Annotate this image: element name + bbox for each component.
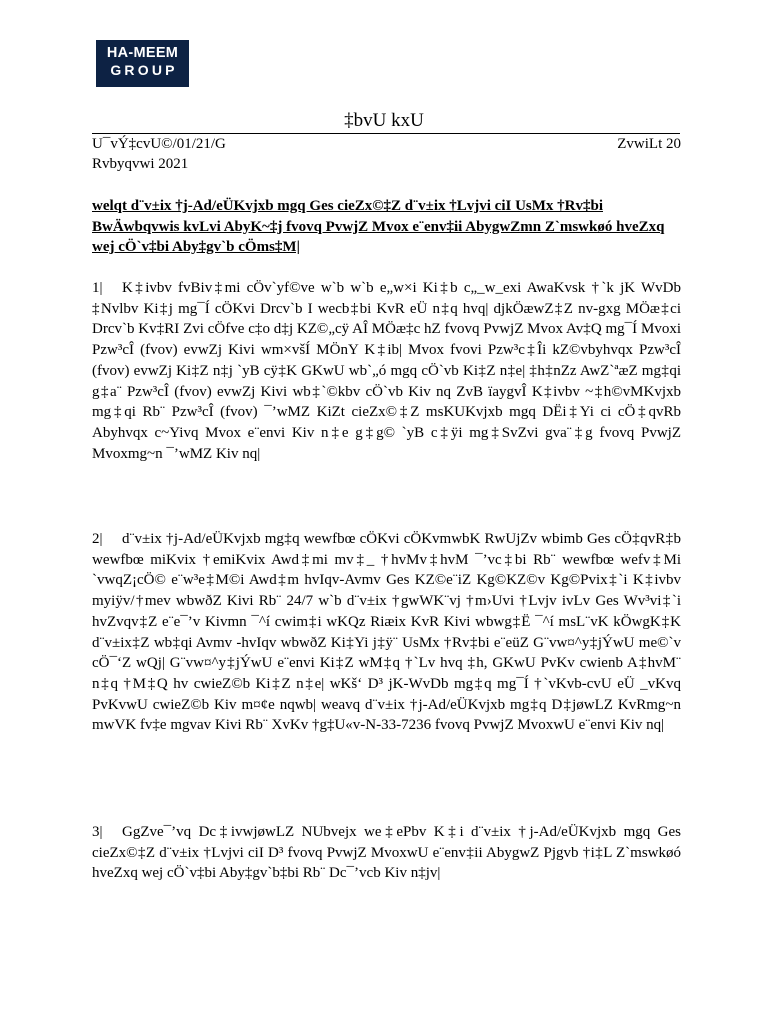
date-label: ZvwiLt 20 [617,136,681,152]
document-meta [92,134,681,174]
subject-line: welqt d¨v±ix †j-Ad/eÜKvjxb mgq Ges cieZx©‡Z d¨v±ix †Lvjvi ciI UsMx †Rv‡bi BwÄwbqvwis kvLvi AbyK~‡j fvovq PvwjZ Mvox e¨env‡ii AbygwZmn Z`mswkøó hveZxq wej cÖ`v‡bi Aby‡gv`b cÖms‡M| [92,198,665,256]
paragraph-2 [92,529,681,736]
company-logo [96,40,189,87]
logo-line-1: HA-MEEM [106,45,179,61]
paragraph-text: GgZve¯’vq Dc‡ivwjøwLZ NUbvejx we‡ePbv K‡i d¨v±ix †j-Ad/eÜKvjxb mgq Ges cieZx©‡Z d¨v±ix †Lvjvi ciI D³ fvovq PvwjZ MvoxwU e¨env‡ii AbygwZ Pjgvb †i‡L Z`mswkøó hveZxq wej cÖ`v‡bi Aby‡gv`b‡bi Rb¨ Dc¯’vcb Kiv n‡jv| [92,824,681,882]
paragraph-text: K‡ivbv fvBiv‡mi cÖv`yf©ve w`b w`b e„w×i Ki‡b c„_w_exi AwaKvsk †`k jK WvDb ‡Nvlbv Ki‡j mg¯Í cÖKvi Drcv`b I wecb‡bi KvR eÜ n‡q hvq| djkÖæwZ‡Z nv-gxg MÖæ‡ci Drcv`b Kv‡RI Zvi cÖfve c‡o d‡j KZ©„cÿ AÎ MÖæ‡c hZ fvovq PvwjZ Mvox Av‡Q mg¯Í Mvoxi Pzw³cÎ (fvov) evwZj Kivi wm×všÍ MÖnY K‡ib| Mvox fvovi Pzw³c‡Îi kZ©vbyhvqx Pzw³cÎ (fvov) evwZj Ki‡Z n‡j `yB cÿ‡K GKwU wb`„ó mgq cÖ`vb Ki‡Z n‡e| ‡h‡nZz AwZ`ªæZ mg‡qi g‡a¨ Pzw³cÎ (fvov) evwZj Kivi wb‡`©kbv cÖ`vb Kiv nq ZvB ïaygvÎ K‡ivbv ~‡h©vMKvjxb mg‡qi Rb¨ Pzw³cÎ (fvov) ¯’wMZ KiZt cieZx©‡Z msKUKvjxb mgq DËi‡Yi ci cÖ‡qvRb Abyhvqx c~Yivq Mvox e¨envi Kiv n‡e g‡g© `yB c‡ÿi mg‡SvZvi gva¨‡g fvovq PvwjZ Mvoxmg~n ¯’wMZ Kiv nq| [92,280,681,462]
paragraph-text: d¨v±ix †j-Ad/eÜKvjxb mg‡q wewfbœ cÖKvi cÖKvmwbK RwUjZv wbimb Ges cÖ‡qvR‡b wewfbœ miKvix †emiKvix Awd‡mi mv‡_ †hvMv‡hvM ¯’vc‡bi Rb¨ wewfbœ wefv‡Mi `vwqZ¡cÖ© e¨w³e‡M©i Awd‡m hvIqv-Avmv Ges KZ©e¨iZ Kg©KZ©v Kg©Pvix‡`i K‡ivbv myiÿv/†mev wbwðZ Kivi Rb¨ 24/7 w`b d¨v±ix †gwWK¨vj †m›Uvi †Lvjv ivLv Ges Wv³vi‡`i hvZvqv‡Z e¨e¯’v Kivmn ¯^í cwim‡i wKQz Riæix KvR Kivi wbwg‡Ë ¯^í msL¨vK kÖwgK‡K d¨v±ix‡Z wb‡qi Avmv -hvIqv wbwðZ Ki‡Yi j‡ÿ¨ UsMx †Rv‡bi e¨eüZ G¨vw¤^y‡jÝwU me©`v cÖ¯‘Z wQj| G¨vw¤^y‡jÝwU e¨envi Ki‡Z wM‡q †`Lv hvq ‡h, GKwU PvKv cwienb A‡hvM¨ n‡q †M‡Q hv cwieZ©b Ki‡Z n‡e| wKš‘ D³ jK-WvDb mg‡q mg¯Í †`vKvb-cvU eÜ _vKvq PvKvwU cwieZ©b Kiv m¤¢e nqwb| weavq d¨v±ix †j-Ad/eÜKvjxb mg‡q D‡jøwLZ KvRmg~n mwVK fv‡e mgvav Kivi Rb¨ XvKv †g‡U«v-N-33-7236 fvovq PvwjZ MvoxwU e¨envi Kiv nq| [92,531,681,734]
document-title: ‡bvU kxU [344,110,424,131]
paragraph-1 [92,278,681,464]
paragraph-3 [92,822,681,884]
date-line: Rvbyqvwi 2021 [92,156,189,172]
reference-number: U¯vÝ‡cvU©/01/21/G [92,136,226,152]
meta-row [92,134,681,154]
paragraph-number: 2| [92,531,103,547]
paragraph-number: 1| [92,280,103,296]
logo-line-2: GROUP [110,62,178,78]
paragraph-number: 3| [92,824,103,840]
